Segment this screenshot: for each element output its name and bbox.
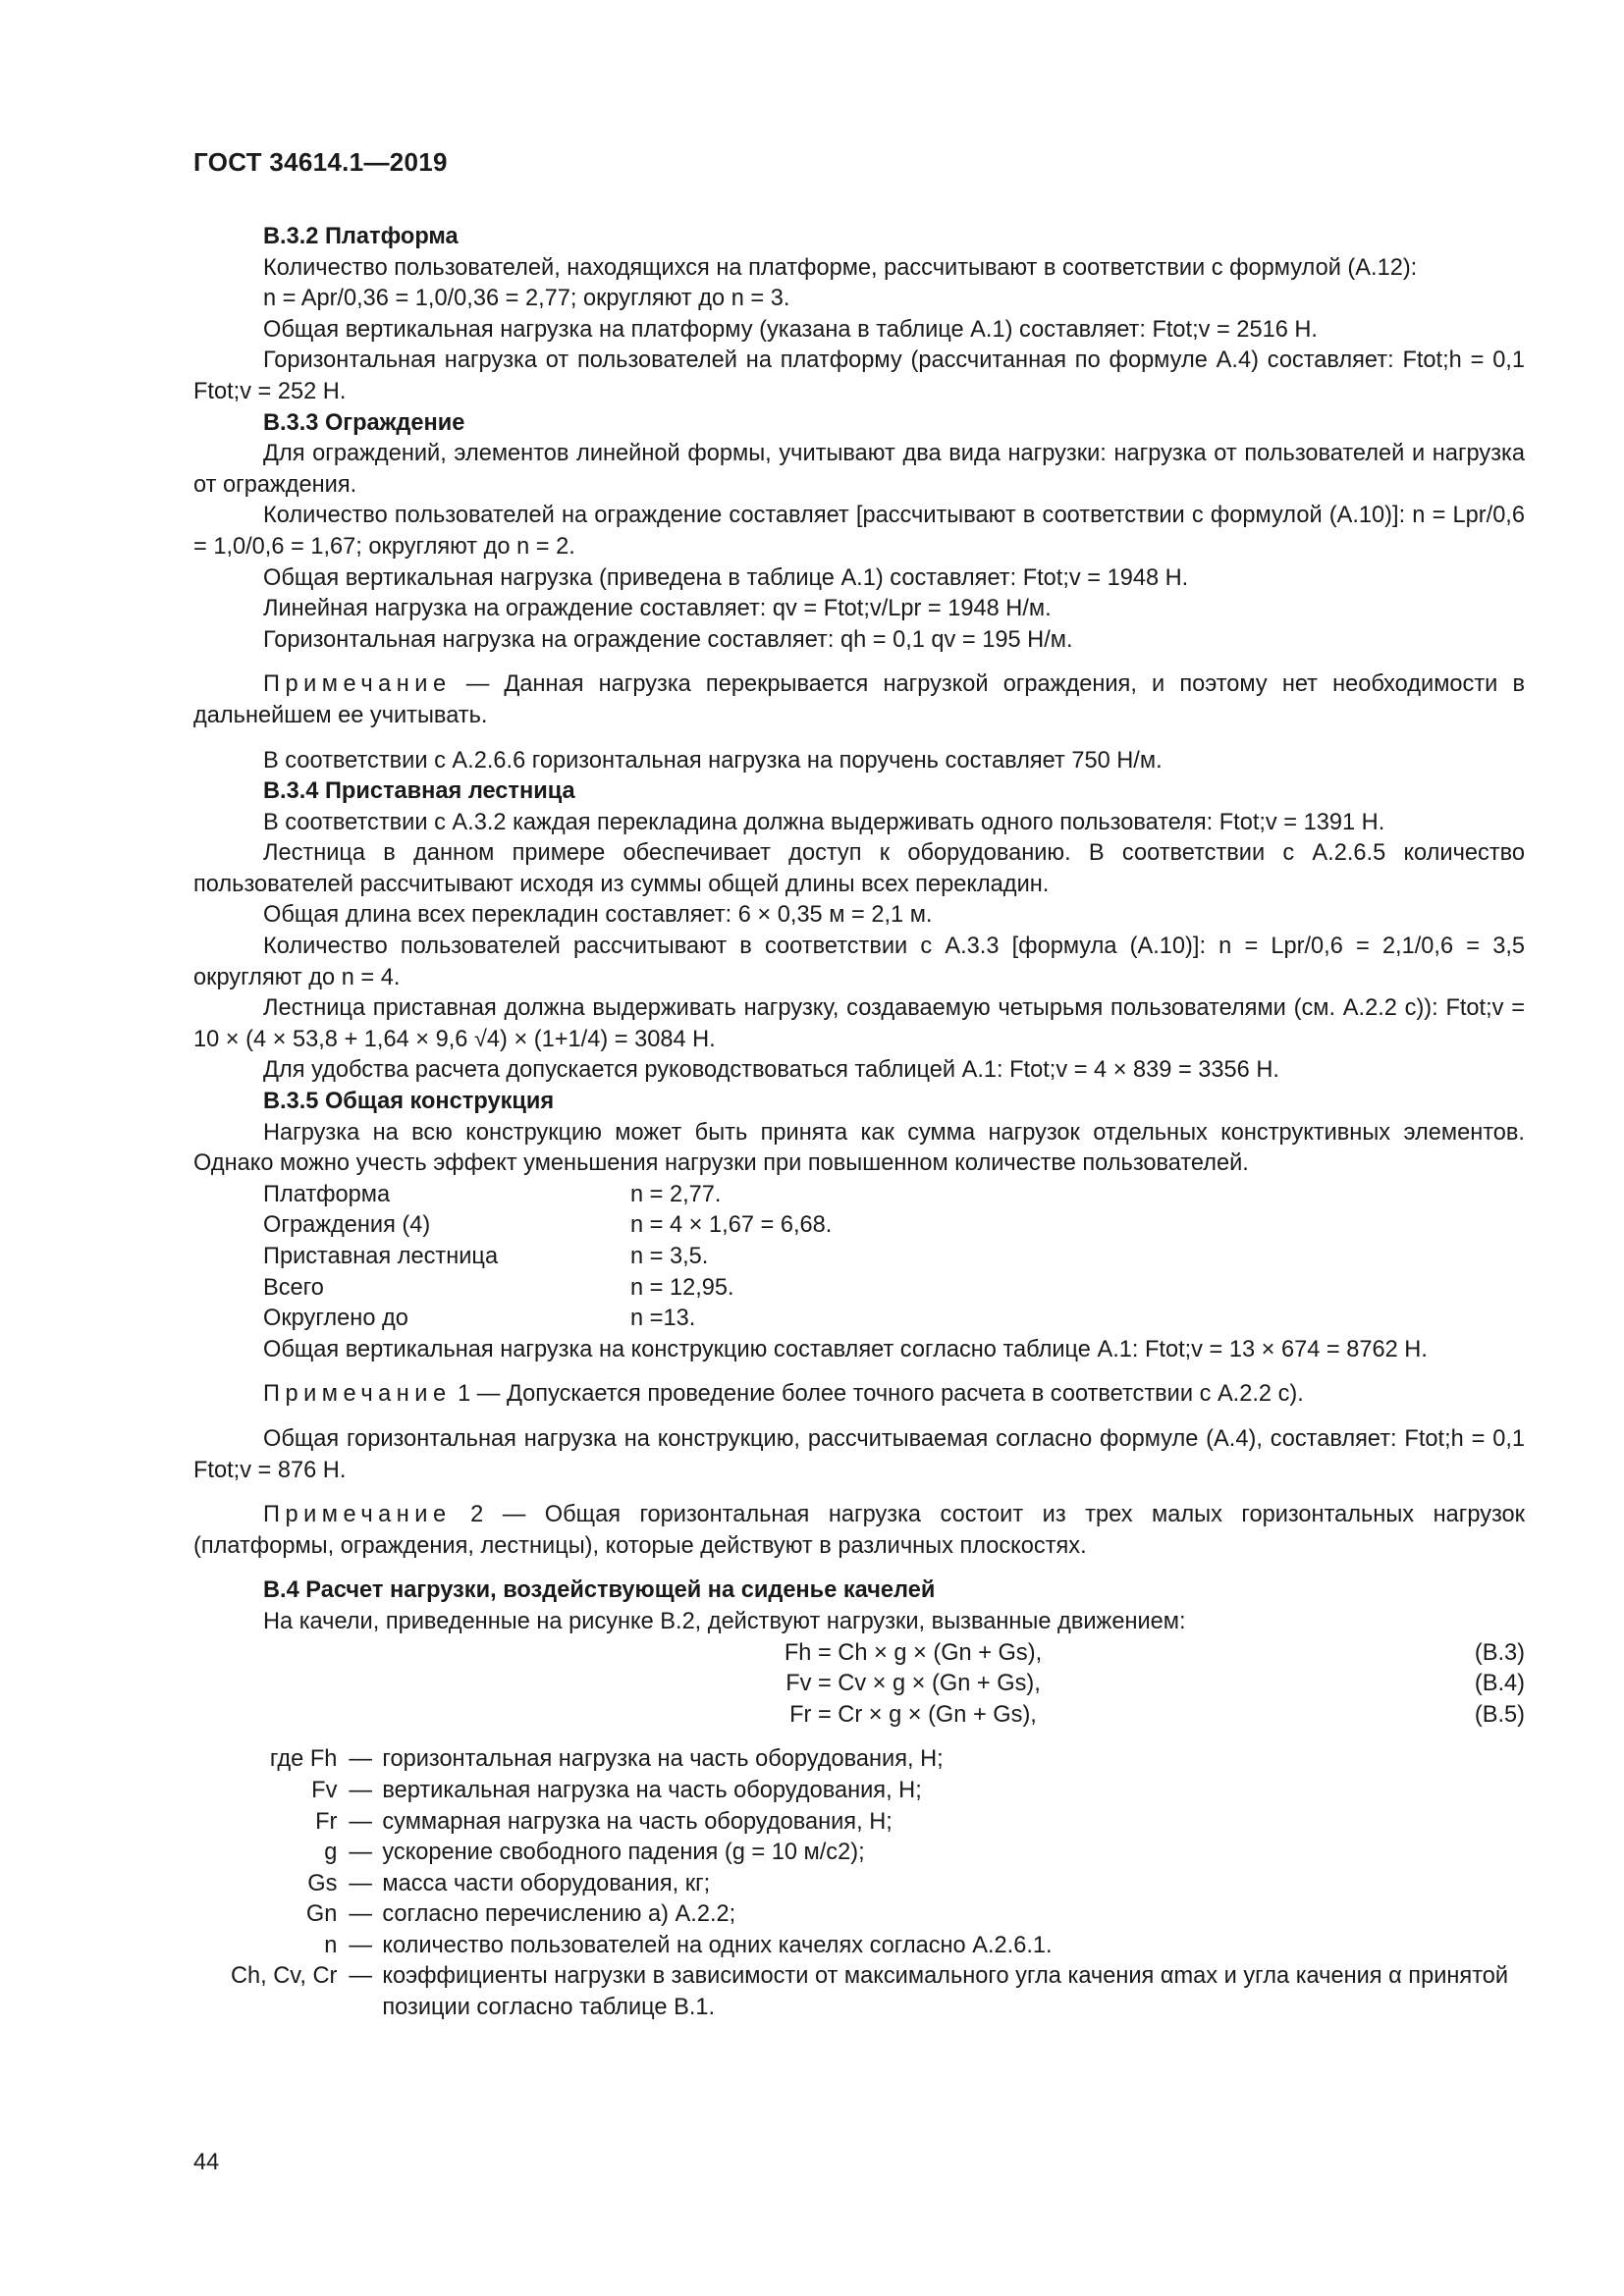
note	[193, 1379, 1525, 1411]
table-row	[263, 1304, 832, 1335]
table-cell-value: n = 4 × 1,67 = 6,68.	[630, 1212, 833, 1239]
formula-row	[193, 1669, 1525, 1700]
formula: Fr = Cr × g × (Gn + Gs),	[789, 1701, 1037, 1728]
note	[193, 669, 1525, 731]
where-symbol: Gs	[307, 1870, 338, 1896]
formula: Fv = Cv × g × (Gn + Gs),	[785, 1671, 1041, 1697]
where-description: горизонтальная нагрузка на часть оборудования, Н;	[382, 1746, 944, 1773]
section-b34-title: В.3.4 Приставная лестница	[263, 778, 575, 805]
where-description: согласно перечислению a) А.2.2;	[382, 1901, 736, 1928]
paragraph: Горизонтальная нагрузка на ограждение составляет: qh = 0,1 qv = 195 Н/м.	[263, 626, 1073, 653]
paragraph: Для ограждений, элементов линейной формы, учитывают два вида нагрузки: нагрузка от пользователей и нагрузка от ограждения.	[193, 441, 1525, 498]
note-text: 2 — Общая горизонтальная нагрузка состоит из трех малых горизонтальных нагрузок (платформы, ограждения, лестницы), которые действуют в различных плоскостях.	[193, 1502, 1525, 1559]
where-dash: —	[349, 1746, 372, 1773]
table-row	[263, 1273, 832, 1305]
where-dash: —	[349, 1901, 372, 1928]
formula-number: (В.5)	[1474, 1701, 1525, 1728]
paragraph: Количество пользователей рассчитывают в соответствии с А.3.3 [формула (А.10)]: n = Lpr/0,6 = 2,1/0,6 = 3,5 округляют до n = 4.	[193, 934, 1525, 990]
note-label: Примечание	[263, 671, 452, 698]
list-item	[231, 1869, 1525, 1900]
paragraph: Количество пользователей, находящихся на платформе, рассчитывают в соответствии с формулой (А.12):	[263, 254, 1418, 281]
formula-row	[193, 1638, 1525, 1670]
where-description: ускорение свободного падения (g = 10 м/с2);	[382, 1840, 865, 1866]
list-item	[231, 1744, 1525, 1776]
paragraph: В соответствии с А.3.2 каждая перекладина должна выдерживать одного пользователя: Ftot;v = 1391 Н.	[263, 809, 1385, 835]
table-cell-value: n = 3,5.	[630, 1244, 709, 1269]
where-symbol: Gn	[305, 1901, 338, 1928]
list-item	[231, 1776, 1525, 1807]
where-dash: —	[349, 1932, 372, 1958]
table-cell-value: n = 2,77.	[630, 1181, 722, 1207]
list-item	[231, 1899, 1525, 1931]
paragraph: Общая горизонтальная нагрузка на конструкцию, рассчитываемая согласно формуле (А.4), составляет: Ftot;h = 0,1 Ftot;v = 876 Н.	[193, 1425, 1525, 1483]
formula-row	[193, 1700, 1525, 1732]
section-b33-title: В.3.3 Ограждение	[263, 409, 465, 436]
note-label: Примечание	[263, 1381, 452, 1408]
formula-number: (В.4)	[1474, 1671, 1525, 1697]
where-description: количество пользователей на одних качелях согласно А.2.6.1.	[382, 1932, 1053, 1958]
section-b32-title: В.3.2 Платформа	[263, 224, 459, 249]
users-table	[263, 1180, 832, 1335]
paragraph: Для удобства расчета допускается руководствоваться таблицей А.1: Ftot;v = 4 × 839 = 3356 Н.	[263, 1057, 1279, 1084]
table-cell-label: Округлено до	[263, 1306, 408, 1332]
paragraph: В соответствии с А.2.6.6 горизонтальная нагрузка на поручень составляет 750 Н/м.	[263, 747, 1163, 774]
paragraph: На качели, приведенные на рисунке В.2, действуют нагрузки, вызванные движением:	[263, 1608, 1186, 1634]
page-number: 44	[193, 2150, 220, 2175]
where-dash: —	[349, 1870, 372, 1896]
paragraph: Горизонтальная нагрузка от пользователей на платформу (рассчитанная по формуле А.4) составляет: Ftot;h = 0,1 Ftot;v = 252 Н.	[193, 347, 1525, 404]
list-item	[231, 1961, 1525, 2023]
where-list	[231, 1744, 1525, 2023]
paragraph: Лестница приставная должна выдерживать нагрузку, создаваемую четырьмя пользователями (см. А.2.2 c)): Ftot;v = 10 × (4 × 53,8 + 1,64 × 9,6 √4) × (1+1/4) = 3084 Н.	[193, 995, 1525, 1052]
page-header: ГОСТ 34614.1—2019	[193, 147, 448, 177]
where-symbol: где Fh	[269, 1746, 338, 1773]
where-dash: —	[349, 1777, 372, 1803]
paragraph: Общая вертикальная нагрузка на платформу (указана в таблице А.1) составляет: Ftot;v = 2516 Н.	[263, 316, 1318, 343]
where-dash: —	[349, 1840, 372, 1866]
note-text: 1 — Допускается проведение более точного расчета в соответствии с А.2.2 c).	[451, 1381, 1304, 1408]
list-item	[231, 1931, 1525, 1962]
where-description: вертикальная нагрузка на часть оборудования, Н;	[382, 1777, 922, 1803]
paragraph: Нагрузка на всю конструкцию может быть принята как сумма нагрузок отдельных конструктивных элементов. Однако можно учесть эффект уменьшения нагрузки при повышенном количестве пользователей.	[193, 1119, 1525, 1177]
formula-number: (В.3)	[1474, 1639, 1525, 1666]
section-b35-title: В.3.5 Общая конструкция	[263, 1089, 555, 1115]
paragraph: Общая вертикальная нагрузка (приведена в таблице А.1) составляет: Ftot;v = 1948 Н.	[263, 564, 1189, 591]
table-row	[263, 1180, 832, 1211]
where-symbol: Ch, Cv, Cr	[231, 1963, 338, 1990]
paragraph: Количество пользователей на ограждение составляет [рассчитывают в соответствии с формулой (А.10)]: n = Lpr/0,6 = 1,0/0,6 = 1,67; округляют до n = 2.	[193, 503, 1525, 560]
section-b4-title: В.4 Расчет нагрузки, воздействующей на сиденье качелей	[263, 1577, 936, 1604]
where-dash: —	[349, 1808, 372, 1835]
where-symbol: n	[324, 1932, 338, 1958]
where-description: коэффициенты нагрузки в зависимости от максимального угла качения αmax и угла качения α принятой позиции согласно таблице В.1.	[382, 1963, 1509, 2021]
formula: Fh = Ch × g × (Gn + Gs),	[784, 1639, 1043, 1666]
list-item	[231, 1838, 1525, 1869]
table-cell-label: Ограждения (4)	[263, 1212, 431, 1239]
where-symbol: Fv	[311, 1777, 338, 1803]
where-description: суммарная нагрузка на часть оборудования, Н;	[382, 1808, 893, 1835]
table-cell-label: Платформа	[263, 1181, 391, 1207]
table-cell-value: n = 12,95.	[630, 1274, 734, 1301]
paragraph: Линейная нагрузка на ограждение составляет: qv = Ftot;v/Lpr = 1948 Н/м.	[263, 596, 1052, 622]
where-symbol: g	[324, 1840, 338, 1866]
note	[193, 1500, 1525, 1562]
paragraph: n = Apr/0,36 = 1,0/0,36 = 2,77; округляют до n = 3.	[263, 286, 790, 312]
where-description: масса части оборудования, кг;	[382, 1870, 711, 1896]
table-cell-label: Приставная лестница	[263, 1244, 499, 1269]
where-dash: —	[349, 1963, 372, 1990]
paragraph: Общая вертикальная нагрузка на конструкцию составляет согласно таблице А.1: Ftot;v = 13 × 674 = 8762 Н.	[263, 1336, 1428, 1362]
note-label: Примечание	[263, 1502, 452, 1528]
note-text: — Данная нагрузка перекрывается нагрузкой ограждения, и поэтому нет необходимости в дальнейшем ее учитывать.	[193, 671, 1525, 728]
table-row	[263, 1242, 832, 1273]
where-symbol: Fr	[315, 1808, 338, 1835]
paragraph: Общая длина всех перекладин составляет: 6 × 0,35 м = 2,1 м.	[263, 902, 933, 929]
paragraph: Лестница в данном примере обеспечивает доступ к оборудованию. В соответствии с А.2.6.5 количество пользователей рассчитывают исходя из суммы общей длины всех перекладин.	[193, 840, 1525, 897]
list-item	[231, 1807, 1525, 1839]
table-cell-value: n =13.	[630, 1306, 696, 1332]
table-cell-label: Всего	[263, 1274, 324, 1301]
table-row	[263, 1210, 832, 1242]
page-content	[193, 222, 1525, 2024]
